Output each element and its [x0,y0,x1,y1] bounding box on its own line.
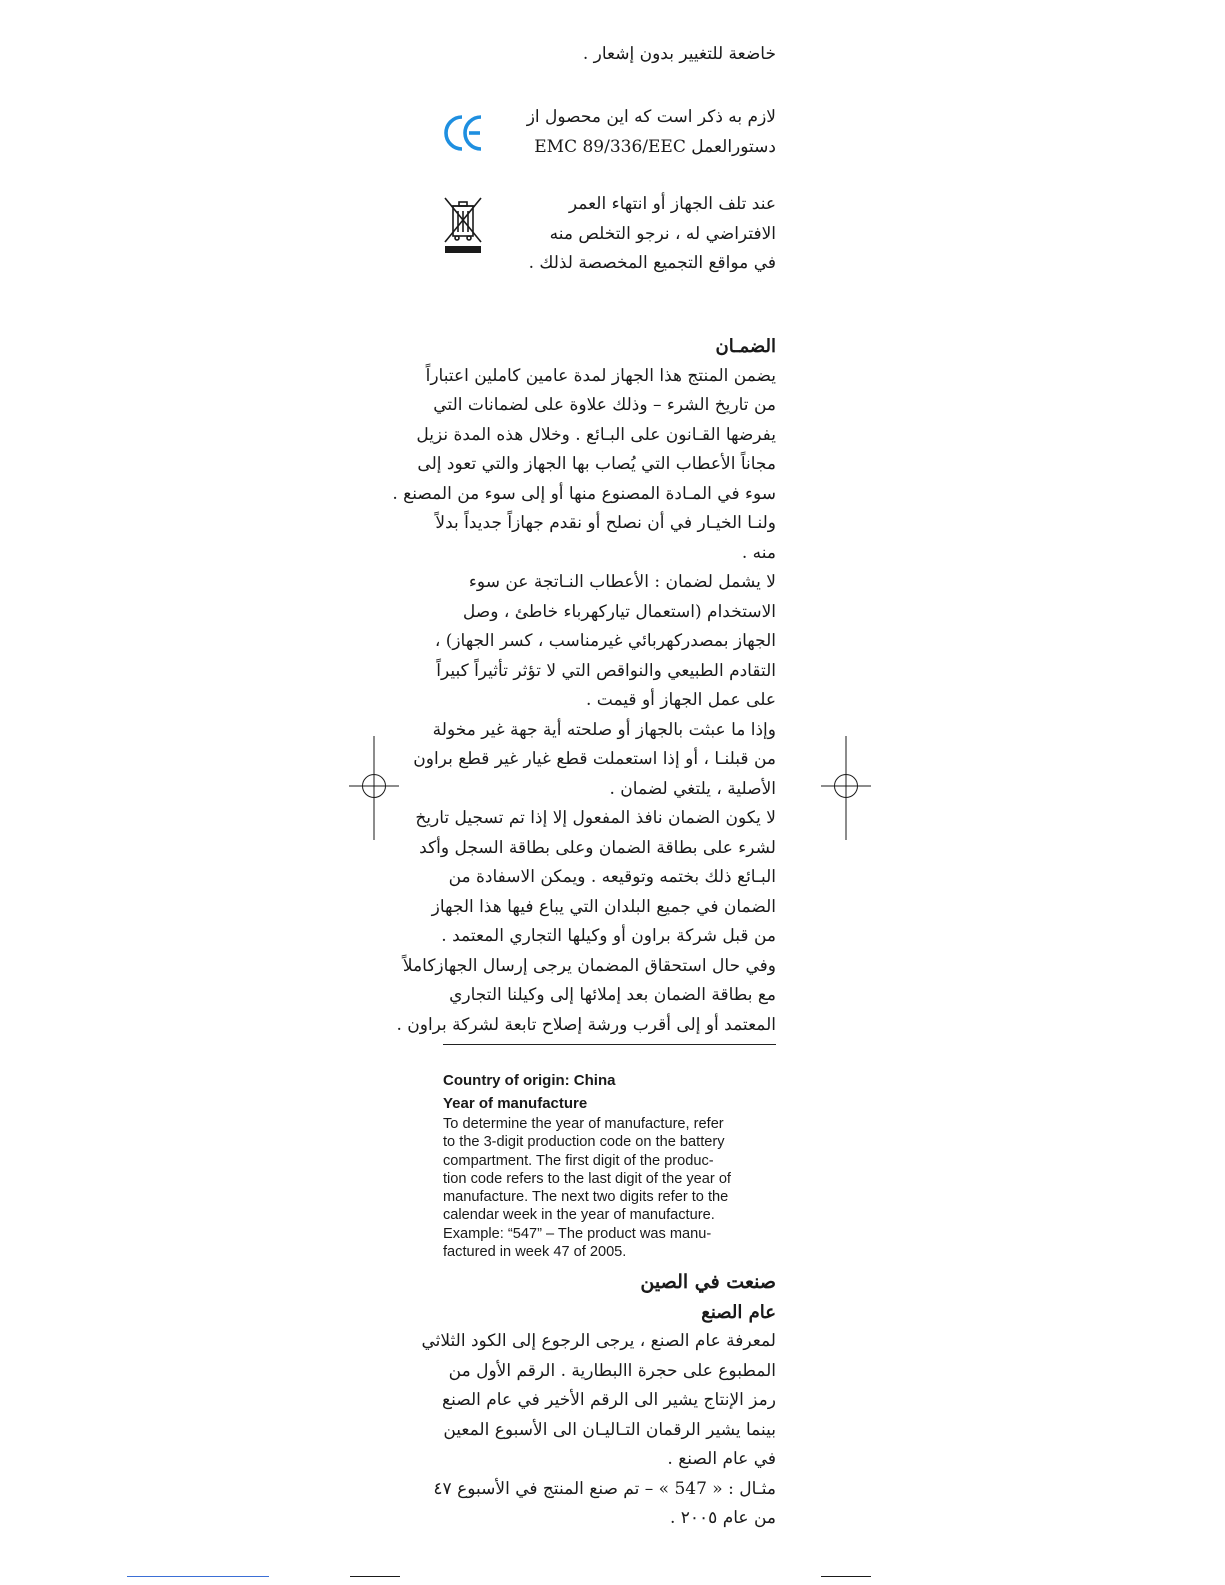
arabic-country-of-origin: صنعت في الصين [640,1271,776,1293]
english-origin-section [443,1069,776,1261]
weee-line: في مواقع التجميع المخصصة لذلك . [528,253,776,273]
guarantee-line: من قبلنـا ، أو إذا استعملت قطع غيار غير قطع براون [413,749,776,769]
arabic-origin-section [421,1268,776,1534]
body-line: tion code refers to the last digit of the year of [443,1170,731,1187]
weee-text [486,190,776,279]
guarantee-line: يفرضها القـانون على البـائع . وخلال هذه المدة نزيل [416,424,776,445]
guarantee-line: الاستخدام (استعمال تيارکهرباء خاطئ ، وصل [462,601,776,622]
guarantee-heading: الضمـان [715,336,776,357]
body-line: To determine the year of manufacture, refer [443,1116,724,1132]
guarantee-line: ولنـا الخيـار في أن نصلح أو نقدم جهازاً جديداً بدلاً [435,513,776,533]
weee-line: عند تلف الجهاز أو انتهاء العمر [568,194,776,214]
guarantee-line: من تاريخ الشرء – وذلك علاوة على لضمانات التي [433,395,776,415]
body-line: Example: “547” – The product was manu- [443,1225,712,1242]
country-of-origin: Country of origin: China [443,1072,616,1089]
body-line: to the 3-digit production code on the battery [443,1134,725,1151]
year-of-manufacture-heading: Year of manufacture [443,1095,588,1112]
body-line: calendar week in the year of manufacture. [443,1207,715,1224]
section-divider [443,1044,776,1045]
guarantee-line: منه . [741,542,776,563]
arabic-year-heading: عام الصنع [701,1301,776,1323]
guarantee-line: من قبل شركة براون أو وكيلها التجاري المعتمد . [441,926,776,946]
arabic-origin-line: في عام الصنع . [667,1449,776,1469]
guarantee-line: وفي حال استحقاق المضمان يرجى إرسال الجهازكاملاً [402,955,776,976]
registration-mark-right-icon [821,736,871,840]
arabic-origin-line: من عام ٢٠٠٥ . [669,1508,776,1528]
ce-line: دستورالعمل EMC 89/336/EEC [534,136,776,157]
crossed-out-bin-icon [443,196,483,258]
ce-declaration [443,103,776,167]
guarantee-line: البـائع ذلك بختمه وتوقيعه . ويمكن الاسفادة من [448,867,776,887]
guarantee-line: سوء في المـادة المصنوع منها أو إلى سوء من المصنع . [392,483,776,504]
guarantee-line: يضمن المنتج هذا الجهاز لمدة عامين كاملين اعتباراً [425,365,776,386]
trim-line-blue [127,1576,269,1577]
guarantee-line: لا يشمل لضمان : الأعطاب النـاتجة عن سوء [468,572,776,592]
guarantee-line: الأصلية ، يلتغي لضمان . [609,778,776,799]
weee-line: الافتراضي له ، نرجو التخلص منه [549,223,776,244]
weee-disposal-note [443,190,776,280]
registration-mark-left-icon [349,736,399,840]
ce-mark-icon [443,113,485,157]
body-line: factured in week 47 of 2005. [443,1244,627,1261]
guarantee-line: لشرء على بطاقة الضمان وعلى بطاقة السجل وأكد [419,837,776,858]
guarantee-line: الضمان في جميع البلدان التي يباع فيها هذا الجهاز [431,896,776,917]
arabic-origin-line: بينما يشير الرقمان التـاليـان الى الأسبوع المعين [443,1419,776,1440]
ce-declaration-text [486,103,776,162]
guarantee-section [392,332,776,1040]
guarantee-line: مجاناً الأعطاب التي يُصاب بها الجهاز والتي تعود إلى [417,454,776,474]
trim-line [821,1576,871,1577]
arabic-origin-line: المطبوع على حجرة االبطارية . الرقم الأول من [448,1360,776,1381]
arabic-origin-line: رمز الإنتاج يشير الى الرقم الأخير في عام الصنع [442,1390,776,1410]
arabic-origin-line: لمعرفة عام الصنع ، يرجى الرجوع إلى الكود الثلاثي [421,1331,776,1351]
guarantee-line: الجهاز بمصدرکهربائي غیرمناسب ، كسر الجهاز) ، [434,631,776,651]
notice-line: خاضعة للتغيير بدون إشعار . [582,44,776,64]
guarantee-line: لا يكون الضمان نافذ المفعول إلا إذا تم تسجيل تاريخ [415,808,776,828]
guarantee-line: المعتمد أو إلى أقرب ورشة إصلاح تابعة لشركة براون . [396,1014,776,1035]
ce-line: لازم به ذکر است که این محصول از [526,107,776,127]
trim-line [350,1576,400,1577]
guarantee-line: مع بطاقة الضمان بعد إملائها إلى وكيلنا التجاري [449,985,776,1005]
guarantee-line: وإذا ما عبثت بالجهاز أو صلحته أية جهة غير مخولة [432,719,776,740]
guarantee-line: على عمل الجهاز أو قيمت . [585,690,776,710]
body-line: compartment. The first digit of the produc- [443,1152,714,1169]
body-line: manufacture. The next two digits refer to the [443,1189,729,1206]
arabic-origin-line: مثـال : « 547 » – تم صنع المنتج في الأسبوع ٤٧ [433,1478,776,1499]
notice-text [443,40,776,70]
guarantee-line: التقادم الطبيعي والنواقص التي لا تؤثر تأثيراً كبيراً [436,660,776,681]
